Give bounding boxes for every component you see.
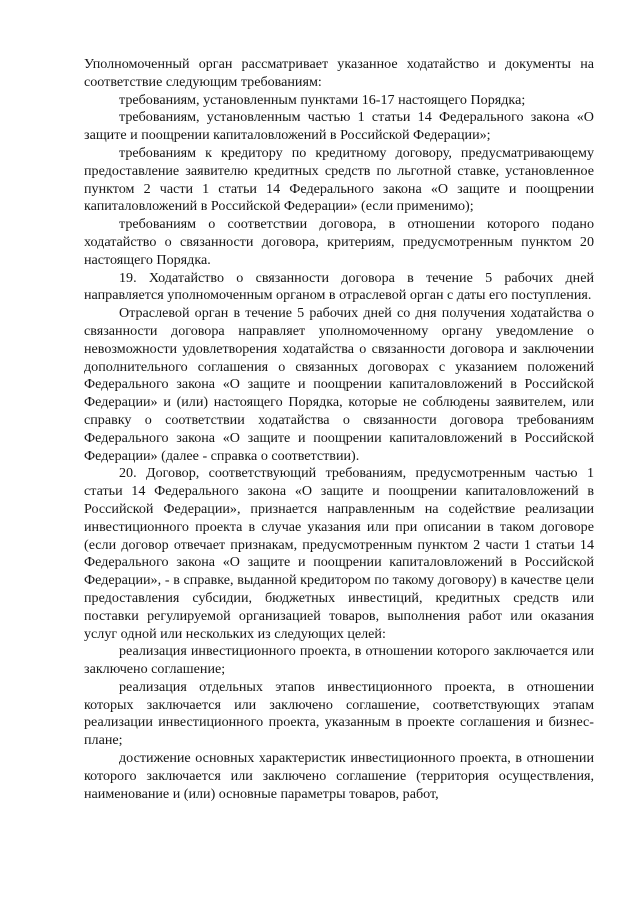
paragraph-item-20: 20. Договор, соответствующий требованиям, предусмотренным частью 1 статьи 14 Федерального закона «О защите и поощрении капиталовложений в Российской Федерации», признается направленным на содействие реализации инвестиционного проекта в случае указания или при описании в таком договоре (если договор отвечает признакам, предусмотренным пунктом 2 части 1 статьи 14 Федерального закона «О защите и поощрении капиталовложений в Российской Федерации», - в справке, выданной кредитором по такому договору) в качестве цели предоставления субсидии, бюджетных инвестиций, кредитных средств или поставки регулируемой организацией товаров, выполнения работ или оказания услуг одной или нескольких из следующих целей: [84, 465, 594, 642]
paragraph-sector-body: Отраслевой орган в течение 5 рабочих дней со дня получения ходатайства о связанности договора направляет уполномоченному органу уведомление о невозможности удовлетворения ходатайства о связанности договора и заключении дополнительного соглашения о связанных договорах с указанием положений Федерального закона «О защите и поощрении капиталовложений в Российской Федерации» и (или) настоящего Порядка, которые не соблюдены заявителем, или справку о соответствии ходатайства о связанности договора требованиям Федерального закона «О защите и поощрении капиталовложений в Российской Федерации» (далее - справка о соответствии). [84, 305, 594, 464]
paragraph-requirement-1: требованиям, установленным пунктами 16-17 настоящего Порядка; [119, 91, 526, 108]
paragraph-requirement-4: требованиям о соответствии договора, в отношении которого подано ходатайство о связанности договора, критериям, предусмотренным пунктом 20 настоящего Порядка. [84, 216, 594, 268]
paragraph-goal-1: реализация инвестиционного проекта, в отношении которого заключается или заключено соглашение; [84, 643, 594, 678]
paragraph-goal-2: реализация отдельных этапов инвестиционного проекта, в отношении которых заключается или заключено соглашение, соответствующих этапам реализации инвестиционного проекта, указанным в проекте соглашения и бизнес-плане; [84, 678, 594, 749]
document-page [84, 56, 594, 803]
paragraph-goal-3: достижение основных характеристик инвестиционного проекта, в отношении которого заключается или заключено соглашение (территория осуществления, наименование и (или) основные параметры товаров, работ, [84, 750, 594, 802]
paragraph-requirement-3: требованиям к кредитору по кредитному договору, предусматривающему предоставление заявителю кредитных средств по льготной ставке, установленное пунктом 2 части 1 статьи 14 Федерального закона «О защите и поощрении капиталовложений в Российской Федерации» (если применимо); [84, 144, 594, 215]
paragraph-requirement-2: требованиям, установленным частью 1 статьи 14 Федерального закона «О защите и поощрении капиталовложений в Российской Федерации»; [84, 109, 594, 144]
paragraph-item-19: 19. Ходатайство о связанности договора в течение 5 рабочих дней направляется уполномоченным органом в отраслевой орган с даты его поступления. [84, 269, 594, 304]
paragraph-intro: Уполномоченный орган рассматривает указанное ходатайство и документы на соответствие следующим требованиям: [84, 56, 594, 90]
